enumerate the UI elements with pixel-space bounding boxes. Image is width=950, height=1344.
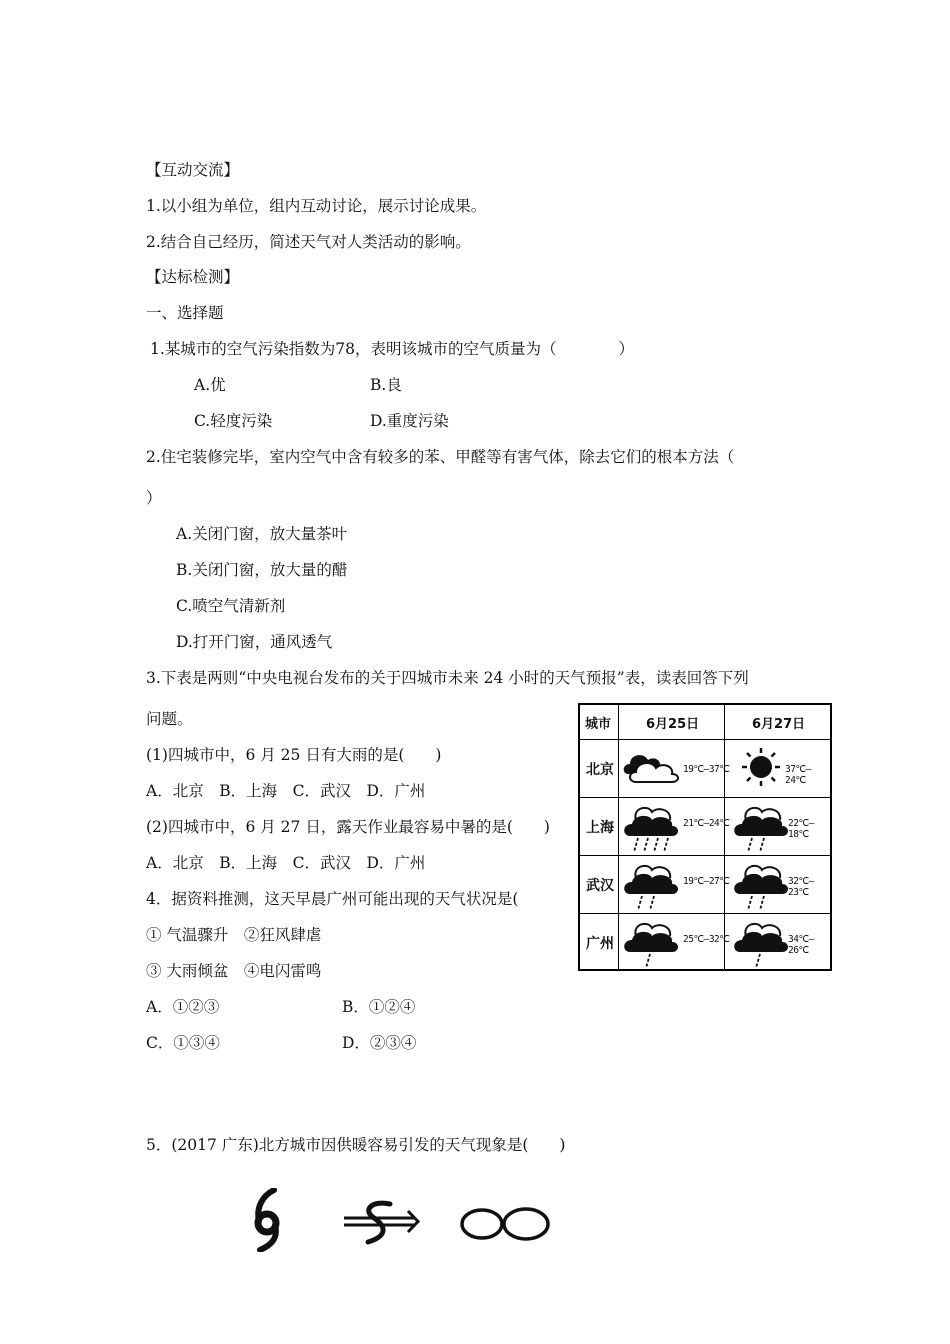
- q3-sub2: (2)四城市中，6 月 27 日，露天作业最容易中暑的是( ): [146, 818, 550, 836]
- q4-statement-line-2: ③ 大雨倾盆 ④电闪雷鸣: [146, 962, 322, 980]
- haze-symbol: [458, 1204, 552, 1244]
- city-name: 广州: [586, 936, 614, 952]
- partly-cloudy-icon: [622, 744, 682, 790]
- q5-stem: 5．(2017 广东)北方城市因供暖容易引发的天气现象是( ): [146, 1136, 566, 1154]
- header-date-1: 6月25日: [646, 717, 700, 732]
- moderate-rain-icon: [732, 802, 792, 854]
- interaction-item-2: 2.结合自己经历，简述天气对人类活动的影响。: [146, 233, 471, 251]
- table-row: [580, 856, 830, 914]
- q1-option-b: B.良: [370, 376, 402, 394]
- q2-stem-end: ）: [146, 489, 162, 507]
- q2-stem: 2.住宅装修完毕，室内空气中含有较多的苯、甲醛等有害气体，除去它们的根本方法（: [146, 448, 735, 466]
- table-row: [580, 740, 830, 798]
- q4-option-c: C．①③④: [146, 1034, 220, 1052]
- light-rain-icon: [732, 918, 792, 970]
- q4-option-a: A．①②③: [146, 998, 220, 1016]
- city-name: 北京: [586, 762, 614, 778]
- temperature-range: 19℃—27℃: [683, 876, 730, 887]
- q2-option-c: C.喷空气清新剂: [176, 597, 286, 615]
- light-rain-icon: [622, 918, 682, 970]
- temperature-range: 19℃—37℃: [683, 764, 730, 775]
- header-date-2: 6月27日: [752, 717, 806, 732]
- q2-option-b: B.关闭门窗，放大量的醋: [176, 561, 348, 579]
- typhoon-symbol: [246, 1188, 286, 1252]
- moderate-rain-icon: [622, 860, 682, 912]
- choice-heading: 一、选择题: [146, 304, 224, 322]
- q4-stem: 4．据资料推测，这天早晨广州可能出现的天气状况是(: [146, 890, 519, 908]
- temperature-range: 21℃—24℃: [683, 818, 730, 829]
- sunny-icon: [740, 746, 782, 788]
- q3-sub1: (1)四城市中，6 月 25 日有大雨的是( ): [146, 746, 442, 764]
- table-header-row: [580, 705, 830, 740]
- heavy-rain-icon: [622, 802, 682, 854]
- weather-forecast-table: [578, 703, 832, 971]
- q1-option-d: D.重度污染: [370, 412, 449, 430]
- temperature-range: 22℃—18℃: [788, 818, 814, 840]
- q1-stem: 1.某城市的空气污染指数为78，表明该城市的空气质量为（ ）: [150, 340, 635, 358]
- sandstorm-symbol: [338, 1198, 422, 1248]
- q4-statement-line-1: ① 气温骤升 ②狂风肆虐: [146, 926, 322, 944]
- city-name: 上海: [586, 820, 614, 836]
- city-name: 武汉: [586, 878, 614, 894]
- table-row: [580, 798, 830, 856]
- q2-option-d: D.打开门窗，通风透气: [176, 633, 333, 651]
- q3-stem: 3.下表是两则“中央电视台发布的关于四城市未来 24 小时的天气预报”表，读表回答下列: [146, 669, 749, 687]
- table-row: [580, 914, 830, 971]
- temperature-range: 25℃—32℃: [683, 934, 730, 945]
- header-city: 城市: [585, 717, 612, 732]
- q1-option-a: A.优: [194, 376, 226, 394]
- q3-sub2-options: A．北京 B．上海 C．武汉 D．广州: [146, 854, 426, 872]
- interaction-heading: 【互动交流】: [146, 161, 240, 179]
- check-heading: 【达标检测】: [146, 268, 240, 286]
- temperature-range: 37℃—24℃: [785, 764, 811, 786]
- q4-option-b: B．①②④: [342, 998, 416, 1016]
- q1-option-c: C.轻度污染: [194, 412, 273, 430]
- q4-option-d: D．②③④: [342, 1034, 417, 1052]
- temperature-range: 32℃—23℃: [788, 876, 814, 898]
- interaction-item-1: 1.以小组为单位，组内互动讨论，展示讨论成果。: [146, 197, 487, 215]
- q2-option-a: A.关闭门窗，放大量茶叶: [176, 525, 348, 543]
- temperature-range: 34℃—26℃: [788, 934, 814, 956]
- q3-stem-end: 问题。: [146, 710, 193, 728]
- moderate-rain-icon: [732, 860, 792, 912]
- q3-sub1-options: A．北京 B．上海 C．武汉 D．广州: [146, 782, 426, 800]
